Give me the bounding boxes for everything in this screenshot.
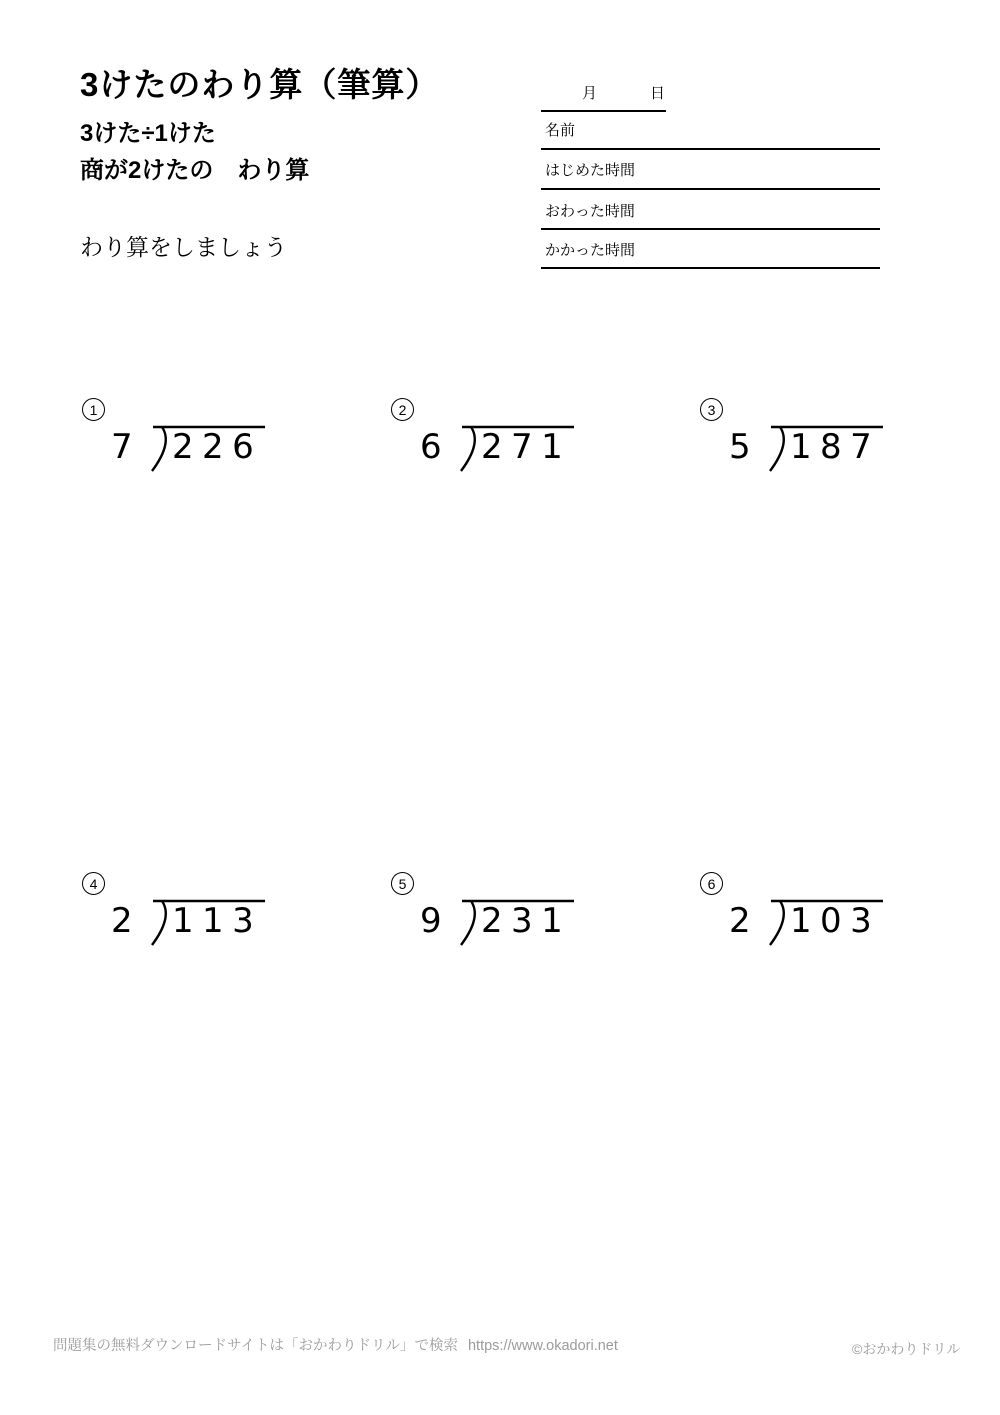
problem-number-badge: 4 (82, 872, 105, 895)
footer-copyright: ©おかわりドリル (852, 1341, 961, 1357)
divisor: 7 (111, 427, 133, 467)
month-label: 月 (582, 85, 598, 102)
start-time-label: はじめた時間 (545, 162, 636, 179)
name-label: 名前 (545, 122, 576, 139)
division-problem-5 (391, 872, 631, 964)
title-block (80, 68, 439, 101)
end-time-write-line (541, 228, 880, 230)
footer-credit (53, 1339, 618, 1354)
dividend: 271 (481, 427, 572, 467)
divisor: 5 (729, 427, 751, 467)
footer-url: https://www.okadori.net (467, 1338, 618, 1354)
elapsed-time-write-line (541, 267, 880, 269)
problem-number-badge: 2 (391, 398, 414, 421)
dividend: 103 (790, 901, 881, 941)
divisor: 2 (729, 901, 751, 941)
name-write-line (541, 148, 880, 150)
divisor: 2 (111, 901, 133, 941)
division-problem-4 (82, 872, 322, 964)
problem-number-badge: 6 (700, 872, 723, 895)
day-label: 日 (650, 85, 666, 102)
problem-number-badge: 1 (82, 398, 105, 421)
start-time-write-line (541, 188, 880, 190)
divisor: 6 (420, 427, 442, 467)
subtitle-digits: 3けた÷1けた (80, 120, 216, 147)
page-title: 3けたのわり算（筆算） (80, 66, 440, 103)
end-time-label: おわった時間 (545, 203, 635, 220)
divisor: 9 (420, 901, 442, 941)
division-problem-2 (391, 398, 631, 490)
elapsed-time-label: かかった時間 (545, 242, 636, 259)
division-problem-6 (700, 872, 940, 964)
dividend: 231 (481, 901, 572, 941)
footer-search-text: 問題集の無料ダウンロードサイトは「おかわりドリル」で検索 (53, 1338, 458, 1354)
dividend: 187 (790, 427, 881, 467)
division-problem-3 (700, 398, 940, 490)
instruction-text: わり算をしましょう (80, 234, 287, 260)
dividend: 113 (172, 901, 263, 941)
problem-number-badge: 3 (700, 398, 723, 421)
division-problem-1 (82, 398, 322, 490)
dividend: 226 (172, 427, 263, 467)
date-write-line (541, 110, 666, 112)
subtitle-quotient: 商が2けたの わり算 (80, 157, 310, 184)
problem-number-badge: 5 (391, 872, 414, 895)
